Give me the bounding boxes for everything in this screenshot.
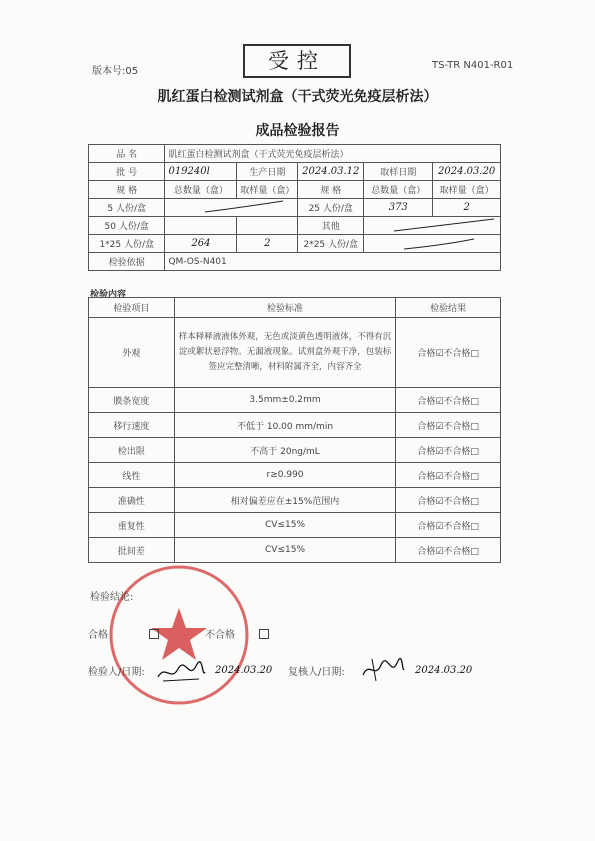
- conclusion-label: 检验结论:: [90, 592, 134, 603]
- qualified-checkbox: [149, 629, 159, 639]
- header-item: 检验项目: [89, 298, 175, 318]
- row-standard: 3.5mm±0.2mm: [174, 388, 396, 413]
- sample-qty-label-2: 取样量（盒）: [433, 181, 501, 199]
- unqualified-label: 不合格: [205, 630, 235, 641]
- approver-label: 复核人/日期:: [288, 667, 345, 678]
- sample-date-label: 取样日期: [364, 163, 433, 181]
- total-qty-label: 总数量（盒）: [165, 181, 237, 199]
- sample-qty-label: 取样量（盒）: [237, 181, 298, 199]
- inspector-label: 检验人/日期:: [88, 667, 145, 678]
- spec-1x25: 1*25 人份/盒: [89, 235, 165, 253]
- row-result: 合格☑不合格□: [396, 413, 501, 438]
- inspector-date: 2024.03.20: [215, 665, 273, 676]
- report-subtitle: 成品检验报告: [255, 123, 340, 139]
- spec-1x25-total: 264: [165, 235, 237, 253]
- row-standard: 不高于 20ng/mL: [174, 438, 396, 463]
- basis-label: 检验依据: [89, 253, 165, 271]
- product-info-table: [88, 144, 501, 271]
- row-item: 批间差: [89, 538, 175, 563]
- batch-label: 批 号: [89, 163, 165, 181]
- row-item: 外观: [89, 318, 175, 388]
- spec-label-2: 规 格: [298, 181, 364, 199]
- header-standard: 检验标准: [174, 298, 396, 318]
- inspection-section-label: 检验内容: [90, 290, 127, 300]
- row-result: 合格☑不合格□: [396, 388, 501, 413]
- row-result: 合格☑不合格□: [396, 438, 501, 463]
- spec-label: 规 格: [89, 181, 165, 199]
- basis-value: QM-OS-N401: [165, 253, 501, 271]
- strike-line-2: [364, 217, 500, 233]
- spec-50: 50 人份/盒: [89, 217, 165, 235]
- strike-line-3: [364, 235, 500, 251]
- row-result: 合格☑不合格□: [396, 513, 501, 538]
- row-result: 合格☑不合格□: [396, 463, 501, 488]
- other-label: 其他: [298, 217, 364, 235]
- strike-line: [165, 199, 295, 215]
- spec-5: 5 人份/盒: [89, 199, 165, 217]
- qualified-label: 合格: [88, 630, 108, 641]
- controlled-stamp: 受控: [243, 44, 351, 78]
- approver-signature: [360, 655, 406, 687]
- row-result: 合格☑不合格□: [396, 488, 501, 513]
- total-qty-label-2: 总数量（盒）: [364, 181, 433, 199]
- row-standard: 样本释释液液体外观，无色或淡黄色透明液体，不得有沉淀或絮状悬浮物。无漏液现象。试剂盒外观干净，包装标签应完整清晰，材料附属齐全，内容齐全: [174, 318, 396, 388]
- row-standard: r≥0.990: [174, 463, 396, 488]
- header-result: 检验结果: [396, 298, 501, 318]
- product-name-value: 肌红蛋白检测试剂盒（干式荧光免疫层析法）: [165, 145, 501, 163]
- spec-1x25-sample: 2: [237, 235, 298, 253]
- row-standard: CV≤15%: [174, 513, 396, 538]
- strike-cell-2x25: [364, 235, 501, 253]
- row-result: 合格☑不合格□: [396, 318, 501, 388]
- strike-cell-5: [165, 199, 298, 217]
- row-standard: CV≤15%: [174, 538, 396, 563]
- row-result: 合格☑不合格□: [396, 538, 501, 563]
- inspector-signature-strokes: [155, 660, 207, 684]
- product-name-label: 品 名: [89, 145, 165, 163]
- inspection-table: [88, 297, 501, 563]
- row-item: 线性: [89, 463, 175, 488]
- row-item: 膜条宽度: [89, 388, 175, 413]
- doc-code: TS-TR N401-R01: [432, 60, 514, 71]
- spec-25: 25 人份/盒: [298, 199, 364, 217]
- row-standard: 相对偏差应在±15%范围内: [174, 488, 396, 513]
- row-item: 重复性: [89, 513, 175, 538]
- row-item: 检出限: [89, 438, 175, 463]
- spec-25-total: 373: [364, 199, 433, 217]
- spec-2x25: 2*25 人份/盒: [298, 235, 364, 253]
- row-item: 准确性: [89, 488, 175, 513]
- inspector-signature: [155, 660, 207, 689]
- approver-signature-strokes: [360, 655, 406, 683]
- spec-25-sample: 2: [433, 199, 501, 217]
- row-standard: 不低于 10.00 mm/min: [174, 413, 396, 438]
- mfg-date-value: 2024.03.12: [298, 163, 364, 181]
- strike-cell-other: [364, 217, 501, 235]
- unqualified-checkbox: [259, 629, 269, 639]
- sample-date-value: 2024.03.20: [433, 163, 501, 181]
- report-title: 肌红蛋白检测试剂盒（干式荧光免疫层析法）: [157, 89, 438, 105]
- approver-date: 2024.03.20: [415, 665, 473, 676]
- mfg-date-label: 生产日期: [237, 163, 298, 181]
- row-item: 移行速度: [89, 413, 175, 438]
- version-label: 版本号:05: [92, 66, 139, 77]
- batch-value: 019240l: [165, 163, 237, 181]
